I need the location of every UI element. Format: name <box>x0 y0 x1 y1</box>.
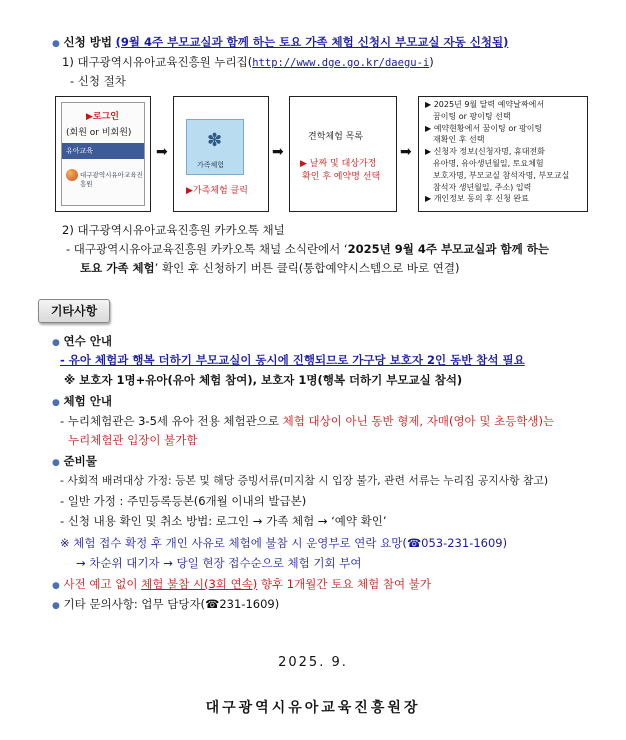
step4-line: ▶ 개인정보 동의 후 신청 완료 <box>425 194 529 204</box>
apply-item1-text: 1) 대구광역시유아교육진흥원 누리집( <box>62 55 253 69</box>
s3-title: 준비물 <box>63 454 97 468</box>
apply-item2-detail-line1 <box>66 241 549 257</box>
bullet-icon: ● <box>52 581 60 591</box>
apply-item1 <box>62 54 434 70</box>
process-label: - 신청 절차 <box>70 74 126 88</box>
contact-row <box>52 596 279 612</box>
s3-line1: - 사회적 배려대상 가정: 등본 및 해당 증빙서류(미지참 시 입장 불가, 관련 서류는 누리집 공지사항 참고) <box>60 474 549 487</box>
apply-item2: 2) 대구광역시유아교육진흥원 카카오톡 채널 <box>62 223 285 237</box>
step2-action: ▶가족체험 클릭 <box>186 186 248 196</box>
step4-line: 재확인 후 선택 <box>433 135 485 145</box>
detail-text: - 대구광역시유아교육진흥원 카카오톡 채널 소식란에서 ‘ <box>66 242 348 256</box>
etc-tag: 기타사항 <box>38 299 110 323</box>
warning-a: 사전 예고 없이 <box>63 577 142 591</box>
footer-date: 2025. 9. <box>278 655 348 670</box>
step4-line: ▶ 신청자 정보(신청자명, 휴대전화 <box>425 147 545 157</box>
institute-logo-icon <box>66 169 78 181</box>
step4-line: 유아명, 유아생년월일, 토요체험 <box>433 158 544 168</box>
warning-b: 체험 불참 시(3회 연속) <box>141 577 258 591</box>
s1-line1: - 유아 체험과 행복 더하기 부모교실이 동시에 진행되므로 가구당 보호자 2인 동반 참석 필요 <box>60 353 525 367</box>
person-icon: ✽ <box>207 130 223 151</box>
step3-box <box>289 96 397 212</box>
step4-box <box>418 96 588 212</box>
step3-line1: 견학체험 목록 <box>308 132 364 142</box>
bullet-icon: ● <box>52 39 60 49</box>
bullet-icon: ● <box>52 398 60 408</box>
step4-list <box>425 99 569 205</box>
detail-emphasis: 2025년 9월 4주 부모교실과 함께 하는 <box>347 242 549 256</box>
s1-title: 연수 안내 <box>63 334 112 348</box>
s2-line1-a: - 누리체험관은 3-5세 유아 전용 체험관으로 <box>60 414 283 428</box>
footer-issuer: 대구광역시유아교육진흥원장 <box>205 700 421 716</box>
family-experience-icon[interactable] <box>186 119 244 175</box>
s3-line2: - 일반 가정 : 주민등록등본(6개월 이내의 발급본) <box>60 494 307 508</box>
icon-caption: 가족체험 <box>197 161 225 169</box>
step4-line: 꿈이팅 or 팡이팅 선택 <box>433 111 511 121</box>
warning-c: 향후 1개월간 토요 체험 참여 불가 <box>257 577 431 591</box>
warning-row <box>52 576 431 592</box>
homepage-link[interactable]: http://www.dge.go.kr/daegu-i <box>252 57 430 69</box>
bullet-icon: ● <box>52 601 60 611</box>
apply-item1-close: ) <box>429 55 434 69</box>
bullet-icon: ● <box>52 338 60 348</box>
s2-line1 <box>60 413 554 429</box>
arrow-icon: ➡ <box>400 144 412 160</box>
s2-title-row <box>52 393 112 409</box>
bullet-icon: ● <box>52 458 60 468</box>
step4-line: ▶ 2025년 9월 달력 예약날짜에서 <box>425 100 545 109</box>
step3-line3: 확인 후 예약명 선택 <box>302 172 381 182</box>
step1-screenshot <box>61 102 145 206</box>
step4-line: 보호자명, 부모교실 참석자명, 부모교실 <box>433 170 570 180</box>
apply-heading-row <box>52 34 508 50</box>
step4-line: 참석자 생년월일, 주소) 입력 <box>433 182 532 192</box>
s3-note1: ※ 체험 접수 확정 후 개인 사유로 체험에 불참 시 운영부로 연락 요망(☎053-231-1609) <box>60 536 508 550</box>
arrow-icon: ➡ <box>272 144 284 160</box>
login-label[interactable]: ▶로그인 <box>86 112 120 122</box>
apply-heading-note: (9월 4주 부모교실과 함께 하는 토요 가족 체험 신청시 부모교실 자동 신청됨) <box>115 35 509 49</box>
apply-item2-detail-line2 <box>80 260 460 276</box>
detail-text: ’ 확인 후 신청하기 버튼 클릭(통합예약시스템으로 바로 연결) <box>154 261 460 275</box>
apply-heading: 신청 방법 <box>63 35 112 49</box>
s3-note2: → 차순위 대기자 → 당일 현장 접수순으로 체험 기회 부여 <box>76 556 362 570</box>
s2-line2: 누리체험관 입장이 불가함 <box>68 433 198 447</box>
arrow-icon: ➡ <box>156 144 168 160</box>
detail-emphasis: 토요 가족 체험 <box>80 261 155 275</box>
s3-line3: - 신청 내용 확인 및 취소 방법: 로그인 → 가족 체험 → ‘예약 확인’ <box>60 514 387 528</box>
nav-bar: 유아교육 <box>62 143 144 159</box>
s1-line2: ※ 보호자 1명+유아(유아 체험 참여), 보호자 1명(행복 더하기 부모교실 참석) <box>64 373 463 387</box>
step1-box <box>55 96 151 212</box>
login-sub: (회원 or 비회원) <box>66 128 132 138</box>
s1-title-row <box>52 333 112 349</box>
s3-title-row <box>52 453 97 469</box>
contact-text: 기타 문의사항: 업무 담당자(☎231-1609) <box>63 597 280 611</box>
s2-title: 체험 안내 <box>63 394 112 408</box>
step3-line2: ▶ 날짜 및 대상가정 <box>300 159 377 169</box>
step2-box <box>173 96 269 212</box>
step4-line: ▶ 예약현황에서 꿈이팅 or 팡이팅 <box>425 123 543 133</box>
s2-line1-b: 체험 대상이 아닌 동반 형제, 자매(영아 및 초등학생)는 <box>282 414 555 428</box>
institute-name: 대구광역시유아교육진흥원 <box>80 171 143 188</box>
